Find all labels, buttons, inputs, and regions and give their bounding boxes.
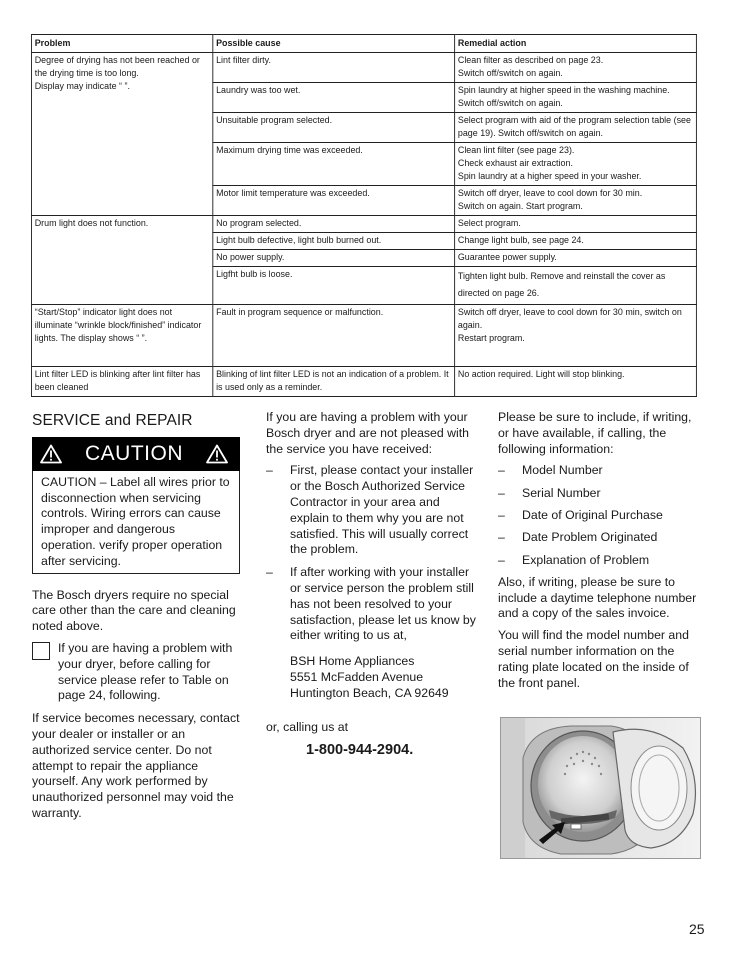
problem-cell: Lint filter LED is blinking after lint filter has been cleaned [31, 367, 212, 397]
problem-cell: “Start/Stop” indicator light does not illuminate “wrinkle block/finished” indicator lights. The display shows “ ”. [31, 305, 212, 367]
complaint-steps [266, 463, 476, 701]
info-list [498, 463, 703, 568]
table-row [31, 305, 696, 367]
complaint-intro: If you are having a problem with your Bosch dryer and are not pleased with the service you have received: [266, 410, 470, 456]
action-cell: Switch off dryer, leave to cool down for 30 min, switch on again. Restart program. [455, 305, 697, 367]
action-cell: Select program with aid of the program selection table (see page 19). Switch off/switch on again. [455, 113, 697, 143]
dryer-door-photo [500, 717, 701, 859]
action-cell: Tighten light bulb. Remove and reinstall the cover as directed on page 26. [455, 267, 697, 305]
list-item: – Explanation of Problem [498, 553, 703, 569]
cause-cell: Motor limit temperature was exceeded. [213, 186, 455, 216]
list-item: – Date Problem Originated [498, 530, 703, 546]
cause-cell: No program selected. [213, 216, 455, 233]
warning-triangle-icon [40, 444, 62, 464]
table-row [31, 53, 696, 83]
info-column [498, 410, 703, 697]
cause-cell: Light bulb defective, light bulb burned out. [213, 233, 455, 250]
warning-triangle-icon [206, 444, 228, 464]
rating-plate-paragraph: You will find the model number and serial number information on the rating plate located on the inside of the front panel. [498, 628, 689, 690]
action-cell: Clean filter as described on page 23. Switch off/switch on again. [455, 53, 697, 83]
action-cell: Spin laundry at higher speed in the washing machine. Switch off/switch on again. [455, 83, 697, 113]
list-item: – First, please contact your installer or the Bosch Authorized Service Contractor in your area and explain to them why you are not satisfied. This will usually correct the problem. [266, 463, 476, 558]
info-intro: Please be sure to include, if writing, or have available, if calling, the following information: [498, 410, 692, 456]
column-header-action: Remedial action [455, 35, 697, 53]
troubleshooting-table [31, 34, 697, 397]
table-header-row [31, 35, 696, 53]
cause-cell: Laundry was too wet. [213, 83, 455, 113]
note [32, 641, 242, 704]
service-paragraph: If service becomes necessary, contact your dealer or installer or an authorized service center. Do not attempt to repair the appliance yourself. Any work performed by unauthorized personnel may void the warranty. [32, 711, 240, 820]
section-title: SERVICE and REPAIR [32, 412, 193, 429]
action-cell: No action required. Light will stop blinking. [455, 367, 697, 397]
address-line: BSH Home Appliances [290, 654, 415, 669]
cause-cell: Maximum drying time was exceeded. [213, 143, 455, 186]
table-row [31, 216, 696, 233]
problem-cell: Degree of drying has not been reached or the drying time is too long. Display may indicate “ ”. [31, 53, 212, 216]
problem-cell: Drum light does not function. [31, 216, 212, 305]
list-item: – Model Number [498, 463, 703, 479]
action-cell: Clean lint filter (see page 23). Check exhaust air extraction. Spin laundry at a higher speed in your washer. [455, 143, 697, 186]
note-square-icon [32, 642, 50, 660]
invoice-paragraph: Also, if writing, please be sure to include a daytime telephone number and a copy of the sales invoice. [498, 574, 697, 621]
care-paragraph: The Bosch dryers require no special care other than the care and cleaning noted above. [32, 587, 236, 634]
caution-body: – Label all wires prior to disconnection when servicing controls. Wiring errors can cause improper and dangerous operation. verify proper operation after servicing. [41, 474, 230, 568]
phone-number: 1-800-944-2904. [306, 742, 414, 759]
address-line: Huntington Beach, CA 92649 [290, 685, 449, 700]
service-column [32, 410, 242, 828]
calling-text: or, calling us at [266, 719, 349, 734]
note-text: If you are having a problem with your dryer, before calling for service please refer to Table on page 24, following. [58, 640, 233, 703]
column-header-problem: Problem [31, 35, 212, 53]
action-cell: Select program. [455, 216, 697, 233]
dryer-illustration [501, 718, 701, 859]
caution-text [41, 475, 231, 570]
caution-label: CAUTION [41, 474, 97, 489]
table-row [31, 367, 696, 397]
cause-cell: No power supply. [213, 250, 455, 267]
caution-banner [32, 437, 240, 471]
address-line: 5551 McFadden Avenue [290, 669, 424, 684]
list-item: – Date of Original Purchase [498, 508, 703, 524]
page-number: 25 [689, 921, 705, 937]
cause-cell: Blinking of lint filter LED is not an indication of a problem. It is used only as a reminder. [213, 367, 455, 397]
cause-cell: Fault in program sequence or malfunction. [213, 305, 455, 367]
complaint-column [266, 410, 476, 759]
action-cell: Change light bulb, see page 24. [455, 233, 697, 250]
list-item [266, 565, 476, 701]
cause-cell: Lint filter dirty. [213, 53, 455, 83]
cause-cell: Ligfht bulb is loose. [213, 267, 455, 305]
table-body [31, 53, 696, 397]
action-cell: Switch off dryer, leave to cool down for 30 min. Switch on again. Start program. [455, 186, 697, 216]
mailing-address [290, 654, 476, 701]
cause-cell: Unsuitable program selected. [213, 113, 455, 143]
step-text: If after working with your installer or service person the problem still has not been resolved to your satisfaction, please let us know by either writing to us at, [290, 565, 476, 643]
caution-box [32, 471, 240, 574]
caution-heading: CAUTION [85, 441, 183, 465]
column-header-cause: Possible cause [213, 35, 455, 53]
list-item: – Serial Number [498, 486, 703, 502]
action-cell: Guarantee power supply. [455, 250, 697, 267]
